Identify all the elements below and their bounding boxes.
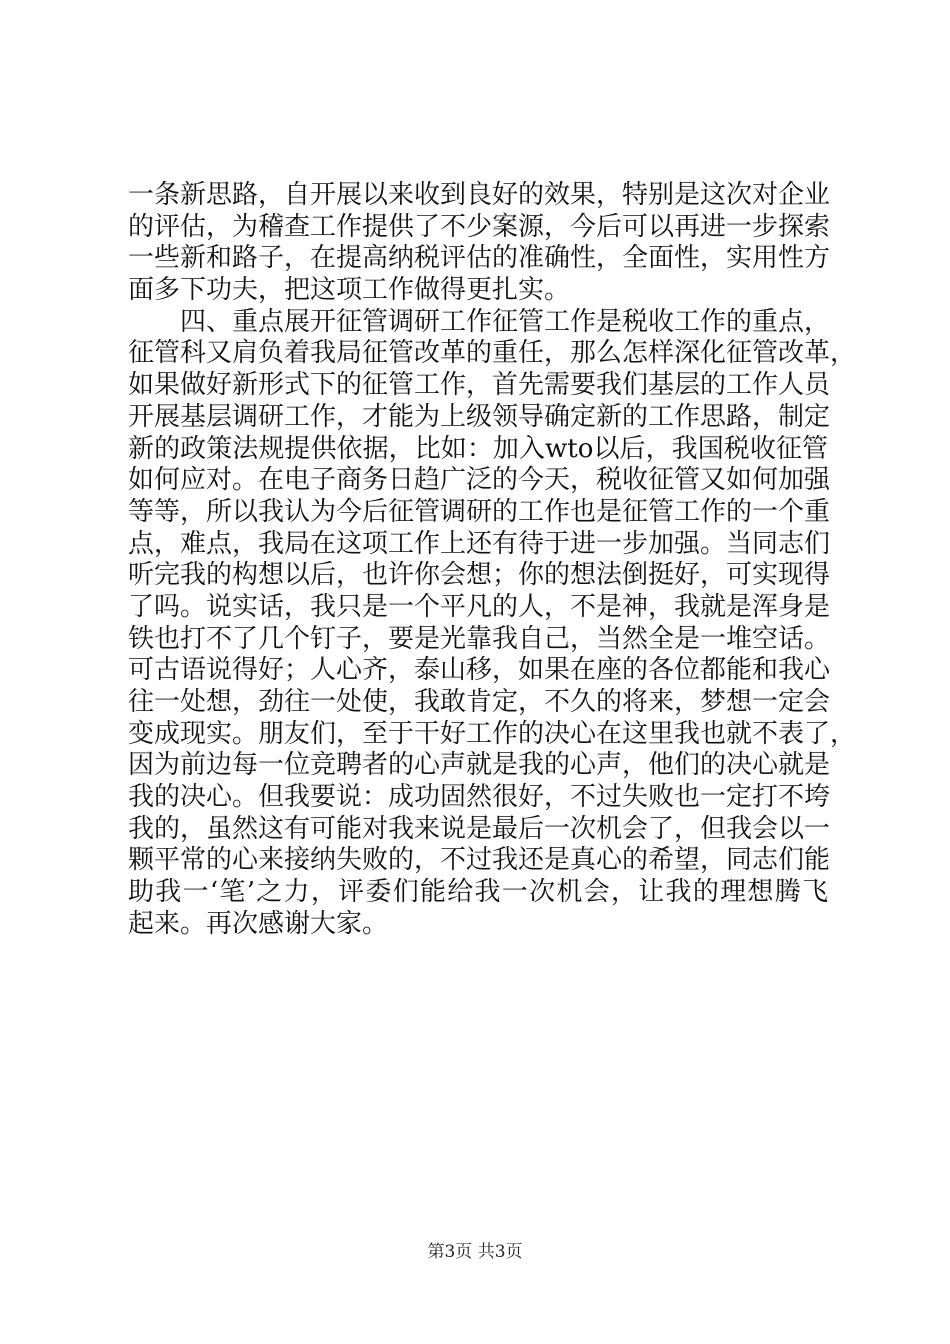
text-line: 听完我的构想以后，也许你会想；你的想法倒挺好，可实现得: [128, 560, 831, 591]
text-line: 可古语说得好；人心齐，泰山移，如果在座的各位都能和我心: [128, 655, 831, 686]
text-line: 我的，虽然这有可能对我来说是最后一次机会了，但我会以一: [128, 813, 831, 844]
text-line: 变成现实。朋友们，至于干好工作的决心在这里我也就不表了，: [128, 718, 857, 749]
text-line: 开展基层调研工作，才能为上级领导确定新的工作思路，制定: [128, 401, 831, 432]
text-line: 点，难点，我局在这项工作上还有待于进一步加强。当同志们: [128, 528, 831, 559]
text-line: 征管科又肩负着我局征管改革的重任，那么怎样深化征管改革，: [128, 338, 857, 369]
text-line: 如果做好新形式下的征管工作，首先需要我们基层的工作人员: [128, 370, 831, 401]
text-line: 等等，所以我认为今后征管调研的工作也是征管工作的一个重: [128, 496, 831, 527]
text-line: 四、重点展开征管调研工作征管工作是税收工作的重点，: [128, 306, 831, 337]
text-line: 如何应对。在电子商务日趋广泛的今天，税收征管又如何加强: [128, 465, 831, 496]
text-line: 我的决心。但我要说：成功固然很好，不过失败也一定打不垮: [128, 782, 831, 813]
body-text: [128, 180, 857, 941]
text-line: 了吗。说实话，我只是一个平凡的人，不是神，我就是浑身是: [128, 591, 831, 622]
page-footer: 第3页 共3页: [427, 1242, 523, 1262]
text-line: 颗平常的心来接纳失败的，不过我还是真心的希望，同志们能: [128, 845, 831, 876]
text-line: 铁也打不了几个钉子，要是光靠我自己，当然全是一堆空话。: [128, 623, 831, 654]
text-line: 的评估，为稽查工作提供了不少案源，今后可以再进一步探索: [128, 211, 831, 242]
text-line: 因为前边每一位竞聘者的心声就是我的心声，他们的决心就是: [128, 750, 831, 781]
text-line: 一条新思路，自开展以来收到良好的效果，特别是这次对企业: [128, 180, 831, 210]
text-line: 起来。再次感谢大家。: [128, 908, 389, 939]
text-line: 一些新和路子，在提高纳税评估的准确性，全面性，实用性方: [128, 243, 831, 274]
text-line: 新的政策法规提供依据，比如：加入wto以后，我国税收征管: [128, 433, 828, 464]
text-line: 往一处想，劲往一处使，我敢肯定，不久的将来，梦想一定会: [128, 687, 831, 717]
text-line: 面多下功夫，把这项工作做得更扎实。: [128, 275, 571, 306]
text-line: 助我一‘笔’之力，评委们能给我一次机会，让我的理想腾飞: [128, 877, 828, 908]
